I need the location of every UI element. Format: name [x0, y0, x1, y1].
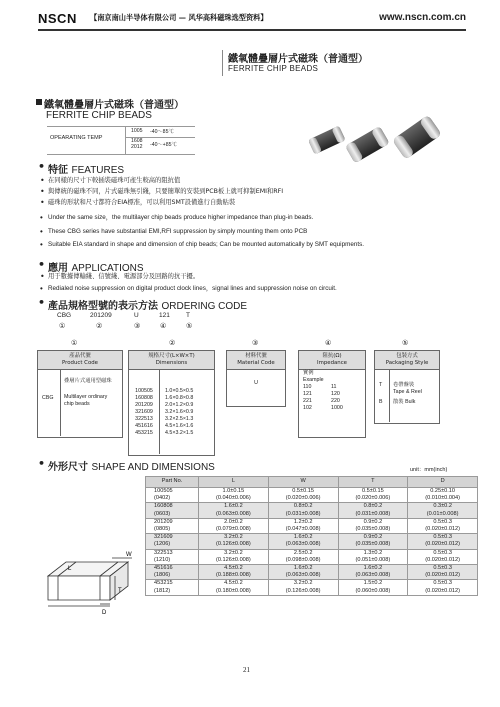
code-circle-2: ② — [96, 322, 103, 330]
packaging-desc-b: 散裝 Bulk — [393, 399, 416, 405]
impedance-row: 221 220 — [303, 398, 340, 404]
impedance-example-en: Example — [303, 377, 324, 383]
impedance-row: 102 1000 — [303, 405, 343, 411]
table-row: 201209 (0805) 2.0±0.2 (0.079±0.008) 1.2±0.2 (0.047±0.008) 0.9±0.2 (0.035±0.008) 0.5±0.3 (0.020±0.012) — [146, 518, 478, 533]
applications-title-cn: 應用 — [48, 263, 68, 274]
table-row: 451616 (1806) 4.5±0.2 (0.188±0.008) 1.6±0.2 (0.063±0.008) 1.6±0.2 (0.063±0.008) 0.5±0.3 (0.020±0.012) — [146, 565, 478, 580]
dimension-row: 322513 3.2×2.5×1.3 — [135, 416, 194, 422]
impedance-row: 121 120 — [303, 391, 340, 397]
dimension-row: 321609 3.2×1.6×0.9 — [135, 409, 194, 415]
table-row: 160808 (0603) 1.6±0.2 (0.063±0.008) 0.8±0.2 (0.031±0.008) 0.8±0.2 (0.031±0.008) 0.3±0.2 (0.01±0.008) — [146, 503, 478, 518]
packaging-code-b: B — [379, 399, 383, 405]
op-temp-size-2: 1608 2012 — [131, 138, 143, 150]
dimensions-head-en: Dimensions — [155, 360, 188, 366]
table-row: 100505 (0402) 1.0±0.15 (0.040±0.006) 0.5±0.15 (0.020±0.006) 0.5±0.15 (0.020±0.006) 0.25±0.10 (0.010±0.004) — [146, 488, 478, 503]
dimensions-header — [129, 351, 214, 370]
product-code-header — [38, 351, 122, 370]
header-rule — [38, 29, 466, 31]
col-t: T — [338, 477, 408, 488]
op-temp-size-1: 1005 — [131, 128, 143, 134]
packaging-box — [374, 350, 440, 424]
material-code-head-cn: 材料代號 — [245, 353, 267, 359]
material-code-header — [227, 351, 285, 370]
product-code-desc-cn: 叠層片式通用型磁珠 — [64, 378, 112, 384]
code-part-4: 121 — [159, 312, 170, 319]
operating-temp-label: OPEARATING TEMP — [50, 135, 103, 141]
chip-bead-medium — [345, 126, 390, 163]
feature-item-2: • 與傳統的磁珠不同，片式磁珠無引綫，只要簡單的安裝到PCB板上就可抑制EMI和RFI — [48, 188, 283, 197]
section-square-icon — [36, 99, 42, 105]
feature-item-6: • Suitable EIA standard in shape and dimension of chip beads; Can be mounted automatically by SMT equipments. — [48, 241, 364, 250]
impedance-header — [299, 351, 365, 370]
table-row: 322513 (1210) 3.2±0.2 (0.126±0.008) 2.5±0.2 (0.098±0.008) 1.3±0.2 (0.051±0.008) 0.5±0.3 (0.020±0.012) — [146, 549, 478, 564]
impedance-head-en: Impedance — [316, 360, 347, 366]
ordering-title-en: ORDERING CODE — [161, 301, 248, 312]
box-circle-3: ③ — [252, 339, 259, 347]
dimensions-table — [145, 476, 478, 596]
code-circle-1: ① — [59, 322, 66, 330]
page-header — [38, 10, 466, 28]
op-temp-range-1: -40～85℃ — [150, 129, 174, 135]
application-item-1: • 用于數據傳輸綫、信號綫、電源部分及回路的抗干擾。 — [48, 273, 199, 282]
feature-item-5: • These CBG series have substantial EMI,RFI suppression by simply mounting them onto PCB — [48, 228, 307, 237]
op-temp-range-2: -40～+85℃ — [150, 142, 177, 148]
chip-dimension-diagram — [40, 548, 140, 618]
packaging-header — [375, 351, 439, 370]
shape-title-cn: 外形尺寸 — [48, 462, 88, 473]
feature-item-4: • Under the same size，the multilayer chip beads produce higher impedance than plug-in beads. — [48, 214, 313, 223]
nscn-logo: NSCN — [38, 11, 77, 26]
packaging-desc-t-en: Tape & Reel — [393, 389, 422, 395]
diagram-label-d: D — [102, 610, 107, 616]
impedance-example-cn: 實例 — [303, 370, 314, 376]
product-code-value: CBG — [42, 395, 54, 401]
code-part-3: U — [134, 312, 139, 319]
chip-bead-large — [392, 115, 440, 160]
packaging-head-en: Packaging Style — [385, 360, 429, 366]
unit-label: unit：mm(inch) — [410, 467, 448, 473]
title-divider — [222, 50, 223, 76]
code-circle-5: ⑤ — [186, 322, 193, 330]
feature-item-3: • 磁珠的形狀和尺寸都符合EIA標准，可以利用SMT設備進行自動貼裝 — [48, 199, 235, 208]
company-name: 【南京南山半导体有限公司 — 风华高科磁珠选型资料】 — [90, 13, 268, 22]
material-code-value: U — [254, 380, 258, 386]
table-row: 321609 (1206) 3.2±0.2 (0.126±0.008) 1.6±0.2 (0.063±0.008) 0.9±0.2 (0.035±0.008) 0.5±0.3 (0.020±0.012) — [146, 534, 478, 549]
shape-heading — [48, 458, 215, 473]
impedance-head-cn: 阻抗(Ω) — [322, 353, 342, 359]
website-url[interactable]: www.nscn.com.cn — [379, 12, 466, 23]
right-title-en: FERRITE CHIP BEADS — [228, 64, 319, 73]
dimension-row: 451616 4.5×1.6×1.6 — [135, 423, 194, 429]
diagram-label-w: W — [126, 552, 132, 558]
dimension-row: 453215 4.5×3.2×1.5 — [135, 430, 194, 436]
col-l: L — [199, 477, 269, 488]
chip-bead-small — [308, 126, 346, 155]
dimension-row: 160808 1.6×0.8×0.8 — [135, 395, 194, 401]
dimension-row: 201209 2.0×1.2×0.9 — [135, 402, 194, 408]
code-circle-4: ④ — [160, 322, 167, 330]
shape-title-en: SHAPE AND DIMENSIONS — [91, 462, 215, 473]
code-part-5: T — [186, 312, 190, 319]
applications-title-en: APPLICATIONS — [71, 263, 144, 274]
diagram-label-t: T — [118, 588, 122, 594]
code-part-1: CBG — [57, 312, 72, 319]
product-code-head-en: Product Code — [62, 360, 98, 366]
packaging-head-cn: 包裝方式 — [396, 353, 418, 359]
features-title-cn: 特征 — [48, 165, 68, 176]
diagram-label-l: L — [68, 566, 72, 572]
features-title-en: FEATURES — [71, 165, 125, 176]
dimensions-box — [128, 350, 215, 456]
section-title-cn: 鐵氧體疊層片式磁珠（普通型） — [44, 100, 184, 111]
table-row: 453215 (1812) 4.5±0.2 (0.180±0.008) 3.2±0.2 (0.126±0.008) 1.5±0.2 (0.060±0.008) 0.5±0.3 (0.020±0.012) — [146, 580, 478, 595]
box-circle-2: ② — [169, 339, 176, 347]
right-title-cn: 鐵氧體疊層片式磁珠（普通型） — [228, 54, 368, 65]
col-part-no: Part No. — [146, 477, 199, 488]
page-number: 21 — [243, 666, 250, 674]
material-code-head-en: Material Code — [237, 360, 275, 366]
product-code-desc-en: Multilayer ordinary chip beads — [64, 394, 108, 407]
impedance-row: 110 11 — [303, 384, 337, 390]
code-part-2: 201209 — [90, 312, 112, 319]
material-code-box — [226, 350, 286, 407]
ordering-title-cn: 產品規格型號的表示方法 — [48, 301, 158, 312]
box-circle-4: ④ — [325, 339, 332, 347]
dimensions-head-cn: 規格尺寸(L×W×T) — [148, 353, 195, 359]
features-heading — [48, 161, 124, 176]
section-title-en: FERRITE CHIP BEADS — [46, 110, 152, 121]
box-circle-1: ① — [71, 339, 78, 347]
feature-item-1: • 在同樣的尺寸下較插裝磁珠可產生較高的阻抗值 — [48, 177, 180, 186]
product-code-box — [37, 350, 123, 438]
col-d: D — [408, 477, 478, 488]
application-item-2: • Redialed noise suppression on digital product clock lines，signal lines and suppression noise on circuit. — [48, 285, 337, 294]
product-code-head-cn: 產品代號 — [69, 353, 91, 359]
applications-heading — [48, 259, 144, 274]
code-circle-3: ③ — [134, 322, 141, 330]
packaging-code-t: T — [379, 382, 383, 388]
box-circle-5: ⑤ — [402, 339, 409, 347]
packaging-desc-t-cn: 卷帶盤裝 — [393, 382, 415, 388]
dimension-row: 100505 1.0×0.5×0.5 — [135, 388, 194, 394]
chip-beads-photo — [300, 110, 440, 170]
ordering-heading — [48, 297, 247, 312]
col-w: W — [268, 477, 338, 488]
impedance-box — [298, 350, 366, 438]
